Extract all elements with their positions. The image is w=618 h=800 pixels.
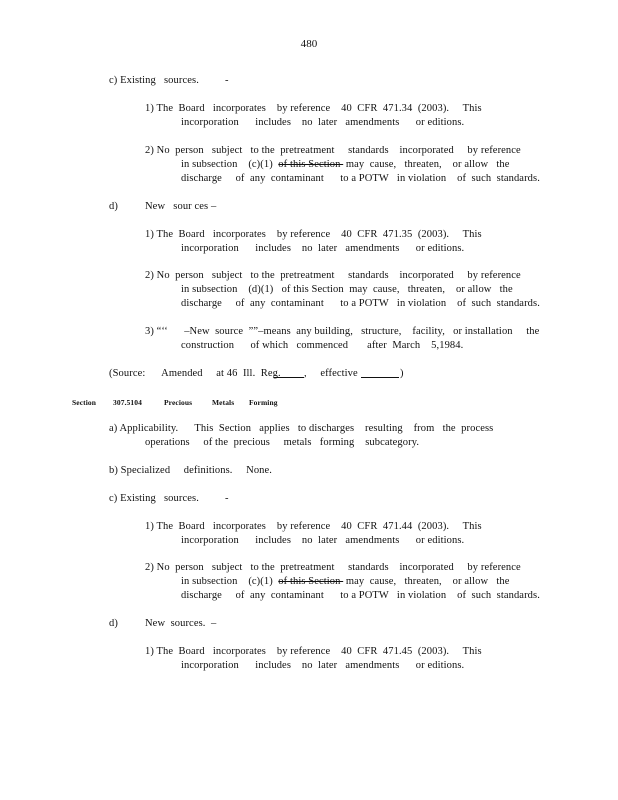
subsection-c-sources: sources. xyxy=(164,75,199,86)
subsection-c-dash: - xyxy=(225,75,229,86)
paragraph-line: incorporation includes no later amendments or editions. xyxy=(181,243,465,254)
source-note-text: (Source: Amended at 46 Ill. Reg. xyxy=(109,368,281,379)
paragraph-line: discharge of any contaminant to a POTW in violation of such standards. xyxy=(181,173,540,184)
struck-text: of this Section xyxy=(278,576,344,587)
section-heading-title: Precious xyxy=(164,398,193,407)
text-run: in subsection (c)(1) xyxy=(181,159,279,170)
paragraph-line: incorporation includes no later amendments or editions. xyxy=(181,535,465,546)
paragraph-line: construction of which commenced after March 5,1984. xyxy=(181,340,464,351)
subsection-d-text: New sour ces – xyxy=(145,201,217,212)
paragraph-line xyxy=(181,158,509,171)
section-heading-title: Metals xyxy=(212,398,235,407)
paragraph-line: 2) No person subject to the pretreatment standards incorporated by reference xyxy=(145,270,521,281)
paragraph-line xyxy=(181,575,509,588)
paragraph-line: 2) No person subject to the pretreatment standards incorporated by reference xyxy=(145,145,521,156)
subsection-d-text: New sources. – xyxy=(145,618,217,629)
subsection-c-label: c) Existing xyxy=(109,493,156,504)
text-run: may cause, threaten, or allow the xyxy=(343,159,510,170)
paragraph-line: 1) The Board incorporates by reference 40 CFR 471.45 (2003). This xyxy=(145,646,482,657)
source-note-effective: , effective xyxy=(304,368,358,379)
blank-line-effective xyxy=(361,367,399,378)
paragraph-line: 1) The Board incorporates by reference 40 CFR 471.44 (2003). This xyxy=(145,521,482,532)
subsection-c-dash: - xyxy=(225,493,229,504)
paragraph-line: discharge of any contaminant to a POTW in violation of such standards. xyxy=(181,298,540,309)
page-number: 480 xyxy=(300,38,318,50)
section-heading-word: Section xyxy=(72,398,97,407)
struck-text: of this Section xyxy=(278,159,344,170)
paragraph-line: incorporation includes no later amendments or editions. xyxy=(181,117,465,128)
paragraph-line: discharge of any contaminant to a POTW in violation of such standards. xyxy=(181,590,540,601)
subsection-c-sources: sources. xyxy=(164,493,199,504)
paragraph-line: in subsection (d)(1) of this Section may cause, threaten, or allow the xyxy=(181,284,513,295)
subsection-d-label: d) xyxy=(109,618,118,629)
text-run: may cause, threaten, or allow the xyxy=(343,576,510,587)
section-heading-number: 307.5104 xyxy=(113,398,142,407)
paragraph-line: operations of the precious metals forming subcategory. xyxy=(145,437,420,448)
paragraph-line: 2) No person subject to the pretreatment standards incorporated by reference xyxy=(145,562,521,573)
paragraph-line: 1) The Board incorporates by reference 40 CFR 471.34 (2003). This xyxy=(145,103,482,114)
source-note-close: ) xyxy=(400,368,404,379)
subsection-d-label: d) xyxy=(109,201,118,212)
paragraph-line: 3) “‘‘ –New source ””–means any building, structure, facility, or installation the xyxy=(145,326,540,337)
section-heading-title: Forming xyxy=(249,398,278,407)
blank-line-reg xyxy=(274,367,304,378)
paragraph-line: a) Applicability. This Section applies to discharges resulting from the process xyxy=(109,423,494,434)
paragraph-line: 1) The Board incorporates by reference 40 CFR 471.35 (2003). This xyxy=(145,229,482,240)
text-run: in subsection (c)(1) xyxy=(181,576,279,587)
paragraph-line: b) Specialized definitions. None. xyxy=(109,465,273,476)
subsection-c-label: c) Existing xyxy=(109,75,156,86)
paragraph-line: incorporation includes no later amendments or editions. xyxy=(181,660,465,671)
